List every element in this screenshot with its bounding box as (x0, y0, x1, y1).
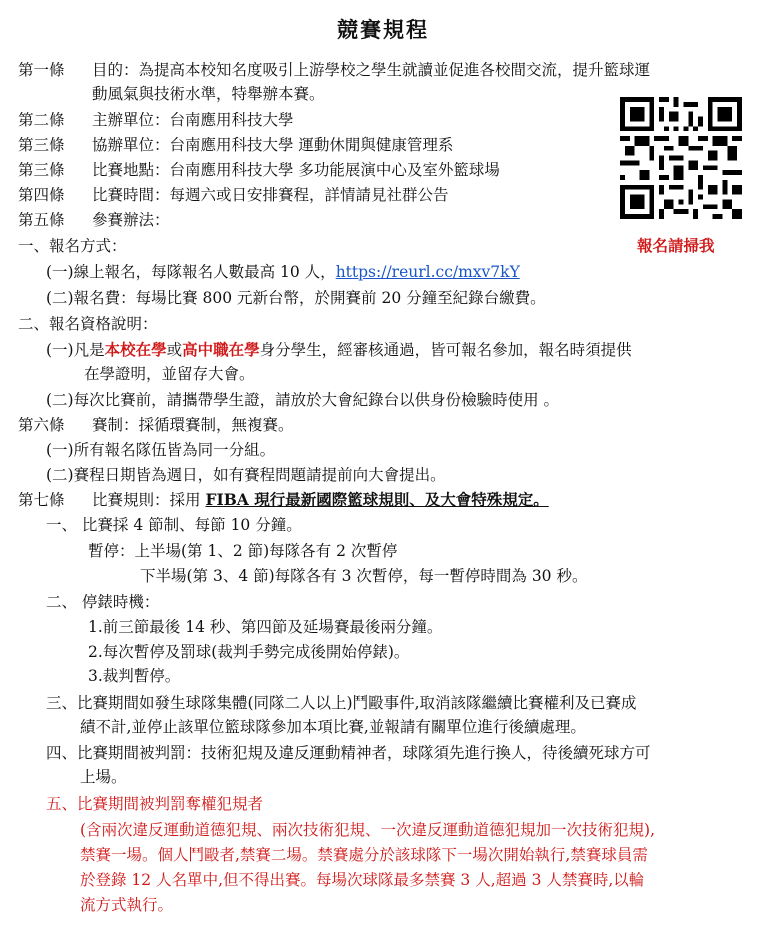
article-4 (18, 185, 449, 205)
qr-code-image[interactable] (620, 97, 742, 219)
article-label: 第五條 (18, 211, 65, 229)
eligibility-text: 身分學生，經審核通過，皆可報名參加，報名時須提供 (259, 341, 632, 359)
article-1 (18, 60, 650, 80)
article-3-co-organizer (18, 135, 453, 155)
section-registration-method: 一、報名方式： (18, 237, 127, 255)
highlight-highschool: 高中職在學 (182, 340, 260, 359)
page-title: 競賽規程 (337, 17, 429, 42)
article-label: 第四條 (18, 186, 65, 204)
format-2: (二)賽程日期皆為週日，如有賽程問題請提前向大會提出。 (46, 466, 446, 484)
rule-1-timeout-second-half: 下半場(第 3、4 節)每隊各有 3 次暫停，每一暫停時間為 30 秒。 (140, 567, 588, 585)
article-text: 協辦單位：台南應用科技大學 運動休閒與健康管理系 (92, 136, 454, 154)
rule-5-detail-2: 禁賽一場。個人鬥毆者,禁賽二場。禁賽處分於該球隊下一場次開始執行,禁賽球員需 (80, 846, 648, 864)
article-label: 第六條 (18, 416, 65, 434)
rule-5-detail-1: (含兩次違反運動道德犯規、兩次技術犯規、一次違反運動道德犯規加一次技術犯規), (80, 821, 656, 839)
eligibility-1-cont: 在學證明，並留存大會。 (84, 365, 255, 383)
rule-2: 二、 停錶時機： (46, 593, 160, 611)
article-2 (18, 110, 294, 130)
online-registration-text: (一)線上報名，每隊報名人數最高 10 人， (46, 263, 336, 281)
fiba-rules: FIBA 現行最新國際籃球規則、及大會特殊規定。 (205, 490, 549, 509)
rule-4: 四、比賽期間被判罰：技術犯規及違反運動精神者，球隊須先進行換人，待後續死球方可 (46, 744, 651, 762)
rule-3: 三、比賽期間如發生球隊集體(同隊二人以上)鬥毆事件,取消該隊繼續比賽權利及已賽成 (46, 694, 637, 712)
rule-5: 五、比賽期間被判罰奪權犯規者 (46, 795, 264, 813)
article-6 (18, 415, 294, 435)
article-text: 比賽地點：台南應用科技大學 多功能展演中心及室外籃球場 (92, 161, 500, 179)
registration-fee: (二)報名費：每場比賽 800 元新台幣，於開賽前 20 分鐘至紀錄台繳費。 (46, 289, 546, 307)
article-text: 比賽規則：採用 (92, 491, 206, 509)
rule-3-cont: 績不計,並停止該單位籃球隊參加本項比賽,並報請有關單位進行後續處理。 (80, 718, 586, 736)
registration-link[interactable]: https://reurl.cc/mxv7kY (335, 263, 520, 281)
rule-2-item-2: 2.每次暫停及罰球(裁判手勢完成後開始停錶)。 (88, 643, 410, 661)
eligibility-2: (二)每次比賽前，請攜帶學生證，請放於大會紀錄台以供身份檢驗時使用 。 (46, 391, 560, 409)
article-text: 參賽辦法： (92, 211, 170, 229)
article-label: 第一條 (18, 61, 65, 79)
rule-2-item-1: 1.前三節最後 14 秒、第四節及延場賽最後兩分鐘。 (88, 618, 443, 636)
qr-caption: 報名請掃我 (637, 236, 715, 255)
eligibility-1 (46, 340, 632, 360)
rule-5-detail-4: 流方式執行。 (80, 896, 174, 914)
article-5 (18, 210, 170, 230)
eligibility-text: 或 (166, 341, 183, 359)
article-label: 第二條 (18, 111, 65, 129)
article-7 (18, 490, 549, 510)
article-1-cont: 動風氣與技術水準，特舉辦本賽。 (92, 85, 325, 103)
highlight-enrolled: 本校在學 (104, 340, 167, 359)
rule-4-cont: 上場。 (80, 768, 127, 786)
article-label: 第三條 (18, 136, 65, 154)
article-text: 賽制：採循環賽制，無複賽。 (92, 416, 294, 434)
article-text: 比賽時間：每週六或日安排賽程，詳情請見社群公告 (92, 186, 449, 204)
rule-1: 一、 比賽採 4 節制、每節 10 分鐘。 (46, 516, 302, 534)
article-text: 主辦單位：台南應用科技大學 (92, 111, 294, 129)
rule-1-timeout-first-half: 暫停：上半場(第 1、2 節)每隊各有 2 次暫停 (88, 542, 398, 560)
rule-5-detail-3: 於登錄 12 人名單中,但不得出賽。每場次球隊最多禁賽 3 人,超過 3 人禁賽時,以輪 (80, 871, 645, 889)
rule-2-item-3: 3.裁判暫停。 (88, 667, 181, 685)
article-3-venue (18, 160, 500, 180)
article-text: 目的：為提高本校知名度吸引上游學校之學生就讀並促進各校間交流，提升籃球運 (92, 61, 651, 79)
article-label: 第三條 (18, 161, 65, 179)
format-1: (一)所有報名隊伍皆為同一分組。 (46, 441, 276, 459)
article-label: 第七條 (18, 491, 65, 509)
online-registration (46, 262, 520, 282)
eligibility-text: (一)凡是 (46, 341, 105, 359)
section-eligibility: 二、報名資格說明： (18, 315, 158, 333)
